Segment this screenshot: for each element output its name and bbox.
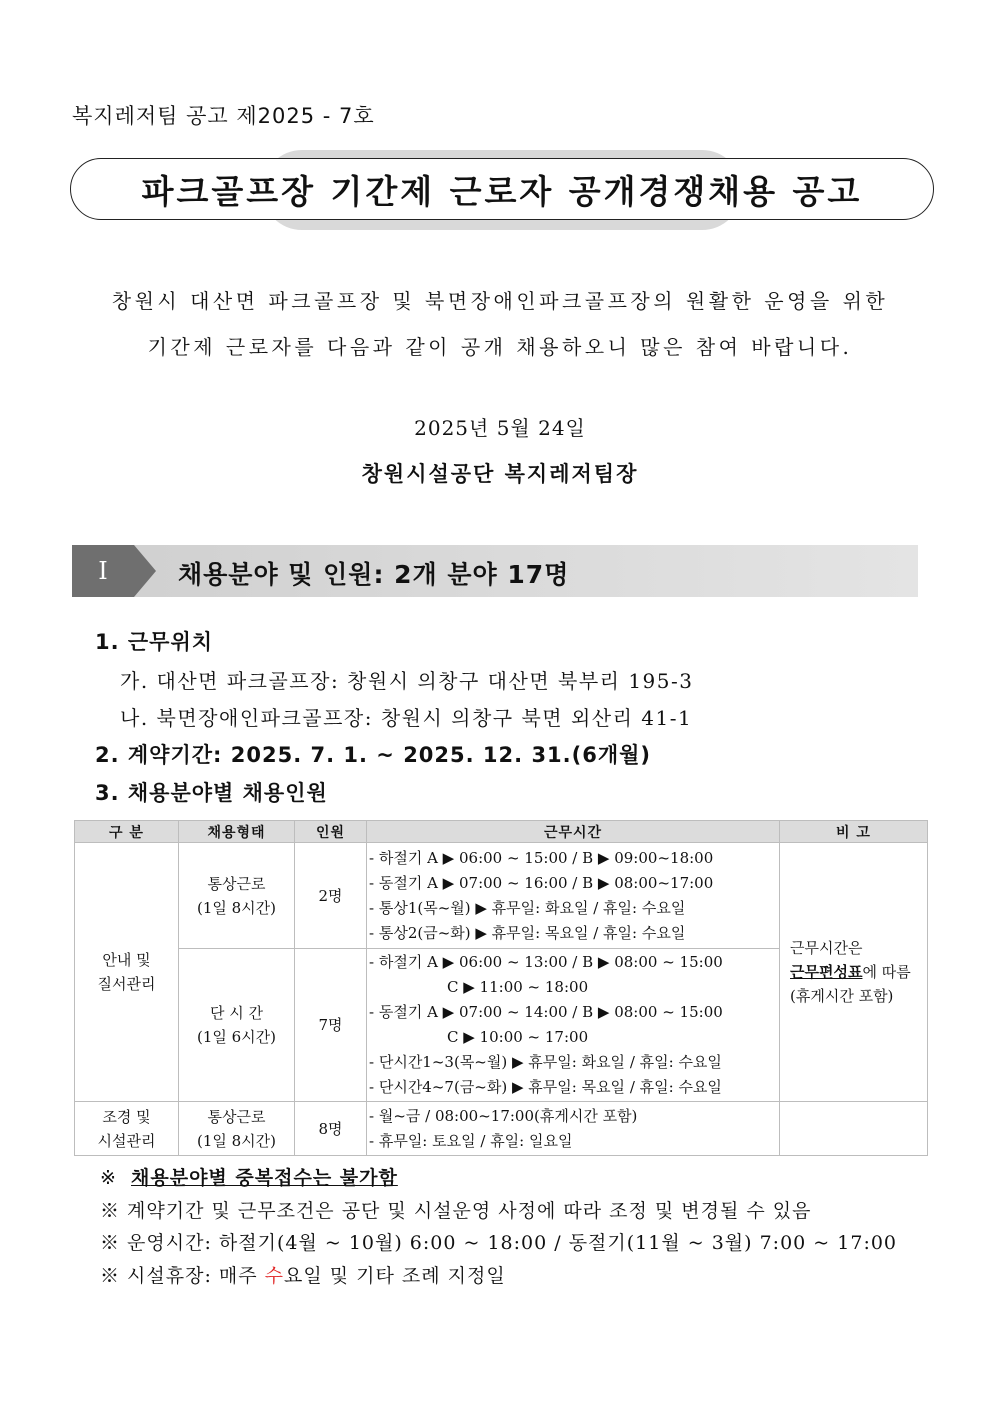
- location-b: 나. 북면장애인파크골프장: 창원시 의창구 북면 외산리 41-1: [120, 706, 693, 730]
- employment-type: 단 시 간 (1일 6시간): [179, 949, 295, 1102]
- header-category: 구 분: [75, 821, 179, 843]
- work-hours: - 하절기 A ▶ 06:00 ~ 13:00 / B ▶ 08:00 ~ 15:00 C ▶ 11:00 ~ 18:00 - 동절기 A ▶ 07:00 ~ 14:00 / B ▶ 08:00 ~ 15:00 C ▶ 10:00 ~ 17:00 - 단시간1~3(목~월) ▶ 휴무일: 화요일 / 휴일: 수요일 - 단시간4~7(금~화) ▶ 휴무일: 목요일 / 휴일: 수요일: [367, 949, 780, 1102]
- section-arrow-icon: [134, 545, 156, 597]
- header-employment-type: 채용형태: [179, 821, 295, 843]
- field-guidance-order: 안내 및 질서관리: [75, 843, 179, 1102]
- contract-period: 2. 계약기간: 2025. 7. 1. ~ 2025. 12. 31.(6개월): [95, 743, 652, 767]
- header-headcount: 인원: [295, 821, 367, 843]
- work-hours: - 하절기 A ▶ 06:00 ~ 15:00 / B ▶ 09:00~18:00 - 동절기 A ▶ 07:00 ~ 16:00 / B ▶ 08:00~17:00 - 통상1(목~월) ▶ 휴무일: 화요일 / 휴일: 수요일 - 통상2(금~화) ▶ 휴무일: 목요일 / 휴일: 수요일: [367, 843, 780, 949]
- header-remarks: 비 고: [780, 821, 928, 843]
- title-box: [70, 158, 934, 220]
- note-operating-hours: ※ 운영시간: 하절기(4월 ~ 10월) 6:00 ~ 18:00 / 동절기(11월 ~ 3월) 7:00 ~ 17:00: [100, 1232, 898, 1254]
- remarks: 근무시간은 근무편성표에 따름 (휴게시간 포함): [780, 843, 928, 1102]
- employment-type: 통상근로 (1일 8시간): [179, 843, 295, 949]
- announcement-date: 2025년 5월 24일: [414, 416, 586, 440]
- location-a: 가. 대산면 파크골프장: 창원시 의창구 대산면 북부리 195-3: [120, 669, 694, 693]
- remarks-empty: [780, 1102, 928, 1156]
- recruitment-table: [74, 820, 927, 1156]
- note-duplicate: ※ 채용분야별 중복접수는 불가함: [100, 1167, 398, 1189]
- field-landscape-facility: 조경 및 시설관리: [75, 1102, 179, 1156]
- table-row: [75, 1102, 928, 1156]
- intro-line-2: 기간제 근로자를 다음과 같이 공개 채용하오니 많은 참여 바랍니다.: [147, 335, 853, 359]
- table-row: [75, 843, 928, 949]
- table-header-row: [75, 821, 928, 843]
- section-number: I: [72, 545, 134, 597]
- organization-signature: 창원시설공단 복지레저팀장: [361, 462, 639, 486]
- work-location-heading: 1. 근무위치: [95, 630, 214, 654]
- employment-type: 통상근로 (1일 8시간): [179, 1102, 295, 1156]
- note-contract-change: ※ 계약기간 및 근무조건은 공단 및 시설운영 사정에 따라 조정 및 변경될 수 있음: [100, 1200, 812, 1222]
- page-title: 파크골프장 기간제 근로자 공개경쟁채용 공고: [141, 171, 863, 211]
- headcount: 8명: [295, 1102, 367, 1156]
- notice-number: 복지레저팀 공고 제2025 - 7호: [72, 104, 375, 128]
- header-work-hours: 근무시간: [367, 821, 780, 843]
- work-hours: - 월~금 / 08:00~17:00(휴게시간 포함) - 휴무일: 토요일 / 휴일: 일요일: [367, 1102, 780, 1156]
- note-closure: ※ 시설휴장: 매주 수요일 및 기타 조례 지정일: [100, 1265, 506, 1287]
- headcount: 2명: [295, 843, 367, 949]
- headcount: 7명: [295, 949, 367, 1102]
- intro-line-1: 창원시 대산면 파크골프장 및 북면장애인파크골프장의 원활한 운영을 위한: [111, 289, 889, 313]
- recruitment-heading: 3. 채용분야별 채용인원: [95, 781, 328, 805]
- section-title: 채용분야 및 인원: 2개 분야 17명: [178, 560, 570, 589]
